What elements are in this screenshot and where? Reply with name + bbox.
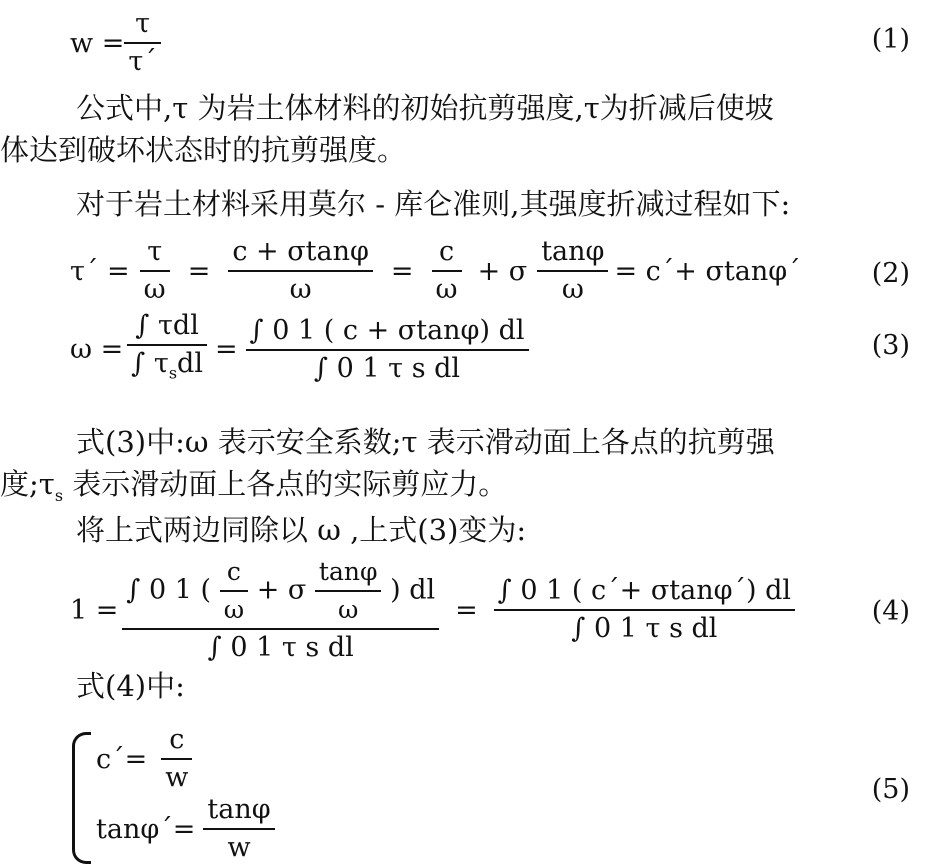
fraction-bar (122, 628, 439, 630)
eq1-fraction (124, 8, 160, 78)
paragraph-line: 公式中,τ 为岩土体材料的初始抗剪强度,τ为折减后使坡 (76, 91, 774, 125)
eq5-r1-lhs: c´= (96, 743, 148, 775)
eq3-number: (3) (871, 330, 910, 361)
eq5-r2-fraction (203, 794, 274, 864)
eq4-f2-denominator: ∫ 0 1 τ s dl (571, 613, 718, 644)
eq5-r2-denominator: w (227, 832, 251, 863)
text5-tail: 表示滑动面上各点的实际剪应力。 (63, 467, 508, 501)
eq5-r2-lhs: tanφ´= (96, 813, 196, 845)
equals-sign: = (214, 334, 238, 366)
eq5-r1-numerator: c (169, 724, 185, 755)
paragraph-line: 式(4)中: (76, 669, 185, 703)
eq2-fraction-3 (432, 236, 462, 306)
equation-1 (70, 8, 161, 78)
fraction-bar (124, 42, 160, 44)
paragraph-line: 式(3)中:ω 表示安全系数;τ 表示滑动面上各点的抗剪强 (76, 425, 775, 459)
equals-sign: = (187, 255, 211, 287)
equation-5-row-1 (96, 724, 192, 794)
eq4-number: (4) (871, 596, 910, 627)
plus-sigma: + σ (477, 255, 528, 287)
eq3-lhs: ω = (70, 334, 124, 366)
eq5-r1-denominator: w (165, 762, 189, 793)
fraction-bar (127, 344, 207, 346)
eq2-fraction-2 (228, 236, 373, 306)
fraction-bar (537, 270, 608, 272)
left-brace (72, 732, 91, 864)
eq5-number: (5) (871, 774, 910, 805)
paragraph-line: 对于岩土材料采用莫尔 - 库仑准则,其强度折减过程如下: (76, 187, 791, 221)
eq2-f2-denominator: ω (289, 274, 312, 305)
eq4-lhs: 1 = (70, 594, 119, 626)
eq4-inner-fraction-tan (315, 556, 382, 626)
eq4-inner-fraction-c (220, 556, 248, 626)
fraction-bar (220, 590, 248, 592)
eq1-denominator: τ´ (128, 46, 157, 77)
eq3-f1-den-text: ∫ τ (131, 348, 169, 379)
eq4-f1-plus: + σ (256, 574, 307, 606)
eq1-numerator: τ (135, 8, 151, 39)
subscript: s (54, 485, 64, 505)
eq4-fraction-1 (122, 556, 439, 664)
eq1-lhs: w = (70, 27, 125, 59)
eq2-result: = c´+ σtanφ´ (614, 255, 801, 287)
equation-2 (70, 236, 809, 306)
eq4-f2-numerator: ∫ 0 1 ( c´+ σtanφ´) dl (497, 575, 792, 606)
eq2-f2-numerator: c + σtanφ (232, 236, 369, 267)
fraction-bar (228, 270, 373, 272)
eq2-fraction-4 (537, 236, 608, 306)
eq2-f3-denominator: ω (435, 274, 458, 305)
eq4-f1-numerator (122, 556, 439, 626)
fraction-bar (494, 609, 795, 611)
eq3-f1-denominator (127, 348, 207, 389)
equals-sign: = (390, 255, 414, 287)
paragraph-line (0, 466, 507, 514)
equation-4 (70, 556, 795, 664)
eq5-r1-fraction (161, 724, 192, 794)
eq2-lhs: τ´ = (70, 255, 130, 287)
equation-3 (70, 310, 529, 389)
eq3-f2-numerator: ∫ 0 1 ( c + σtanφ) dl (249, 314, 525, 346)
fraction-bar (315, 590, 382, 592)
inner-denominator: ω (338, 595, 359, 624)
eq4-f1-open: ∫ 0 1 ( (126, 574, 212, 606)
paragraph-line: 体达到破坏状态时的抗剪强度。 (0, 133, 407, 167)
eq2-number: (2) (871, 258, 910, 289)
eq2-fraction-1 (140, 236, 170, 306)
fraction-bar (203, 828, 274, 830)
eq2-f1-denominator: ω (143, 274, 166, 305)
inner-denominator: ω (223, 595, 245, 624)
eq2-f3-numerator: c (438, 236, 455, 267)
eq1-number: (1) (871, 24, 910, 55)
subscript: s (168, 363, 178, 383)
paragraph-line: 将上式两边同除以 ω ,上式(3)变为: (76, 513, 527, 547)
fraction-bar (432, 270, 462, 272)
text5-head: 度;τ (0, 467, 55, 501)
eq3-f1-numerator: ∫ τdl (135, 310, 199, 341)
eq4-f1-close: ) dl (390, 574, 436, 606)
fraction-bar (140, 270, 170, 272)
eq3-fraction-1 (127, 310, 207, 389)
eq5-r2-numerator: tanφ (207, 794, 271, 825)
equation-5-row-2 (96, 794, 275, 864)
eq3-f1-den-tail: dl (177, 348, 203, 379)
eq4-f1-denominator: ∫ 0 1 τ s dl (207, 632, 354, 663)
fraction-bar (246, 349, 529, 351)
eq3-fraction-2 (246, 315, 529, 385)
fraction-bar (161, 758, 192, 760)
eq2-f4-numerator: tanφ (541, 236, 605, 267)
equals-sign: = (455, 594, 478, 626)
eq2-f1-numerator: τ (147, 236, 163, 267)
eq4-fraction-2 (494, 575, 795, 645)
eq3-f2-denominator: ∫ 0 1 τ s dl (314, 352, 461, 384)
inner-numerator: tanφ (318, 557, 378, 586)
inner-numerator: c (226, 557, 241, 586)
eq2-f4-denominator: ω (561, 274, 584, 305)
